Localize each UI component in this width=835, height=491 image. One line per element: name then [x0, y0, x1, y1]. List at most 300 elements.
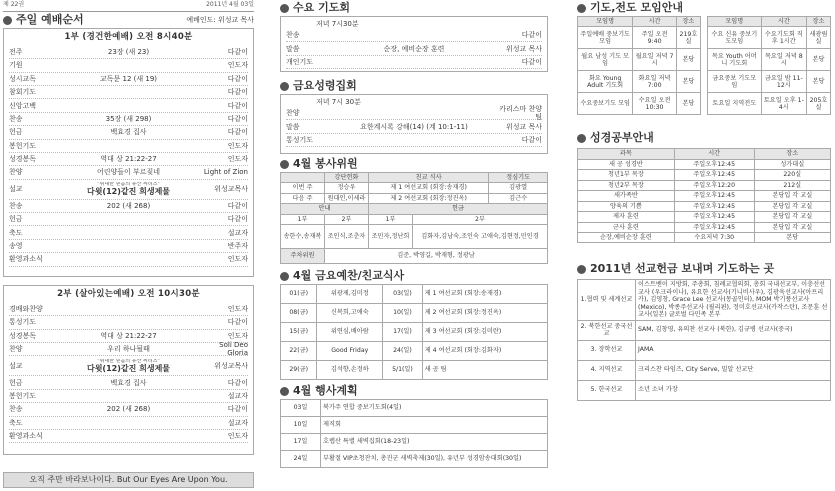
program-item: 설교	[9, 361, 23, 370]
th-usher: 안내	[281, 204, 369, 214]
program-item: 찬송	[286, 31, 300, 40]
table-row	[578, 27, 701, 49]
table-cell: 수요기도회 직후 1시간	[761, 27, 806, 49]
program-detail: 202 (새 268)	[106, 201, 151, 210]
program-leader: 다같이	[227, 318, 248, 327]
table-row	[708, 49, 831, 71]
program-row	[9, 180, 248, 200]
cell: 1부	[369, 214, 413, 224]
program-item: 기원	[9, 61, 23, 70]
program-item: 찬송	[9, 201, 23, 210]
table-cell: 제자 훈련	[578, 212, 675, 222]
table-cell: 본당	[754, 232, 830, 242]
table-cell: 군사 훈련	[578, 222, 675, 232]
table-cell: 청년1부 목장	[578, 170, 675, 180]
table-row	[578, 340, 831, 360]
volume-label: 제 22권	[3, 1, 25, 9]
program-leader: 설교자	[227, 228, 248, 237]
bullet-icon	[577, 4, 586, 13]
program-detail: 우리 하나될때	[107, 345, 150, 354]
bullet-icon	[280, 160, 289, 169]
bullet-icon	[280, 387, 289, 396]
program-detail: 23장 (새 23)	[107, 47, 150, 56]
table-row	[578, 170, 831, 180]
program-leader: 위성교목사	[214, 361, 248, 370]
table-cell: 219호실	[676, 27, 700, 49]
program-row	[286, 29, 542, 42]
cell: 주차위원	[281, 249, 325, 264]
program-row	[9, 376, 248, 389]
study-heading	[577, 130, 831, 146]
table-cell: 본당입 각 교실	[754, 212, 830, 222]
program-item: 신앙고백	[9, 101, 37, 110]
sermon-series: "위대한 믿음의 유산 씨리즈"	[97, 358, 160, 364]
table-cell: 크리스찬 타임즈, City Serve, 밀알 선교단	[636, 360, 831, 380]
table-cell: 새 공 성경반	[578, 159, 675, 169]
table-cell: 목요 Youth 어머니 기도회	[708, 49, 762, 71]
table-cell: 순장,예비순장 훈련	[578, 232, 675, 242]
table-cell: 수요저녁 7:30	[674, 232, 754, 242]
program-leader: 카리스마 찬양팀	[499, 105, 542, 122]
table-row	[578, 201, 831, 211]
cell: 제 1 여선교회 (회장:송재경)	[369, 183, 489, 193]
table-cell: 목요일 저녁 8시	[761, 49, 806, 71]
table-row	[578, 232, 831, 242]
table-row	[281, 417, 548, 434]
table-cell: 주일오후12:45	[674, 222, 754, 232]
table-header: 모임명	[708, 17, 762, 27]
table-cell: 청년2부 목장	[578, 180, 675, 190]
program-leader: 인도자	[227, 331, 248, 340]
program-row	[9, 213, 248, 226]
program-leader: 인도자	[227, 61, 248, 70]
table-cell: 5/1(일)	[383, 361, 423, 380]
table-cell: 수요중보기도 모임	[578, 93, 633, 115]
program-row	[9, 253, 248, 266]
events-title: 4월 행사계획	[293, 383, 358, 397]
program-row	[9, 140, 248, 153]
program-row	[286, 120, 542, 133]
table-header-row	[578, 149, 831, 159]
worship-title: 주일 예배순서	[16, 12, 84, 26]
blank-head	[281, 173, 325, 183]
table-cell: JAMA	[636, 340, 831, 360]
program-row	[9, 46, 248, 59]
program-leader: 다같이	[227, 74, 248, 83]
program-detail: 교독문 12 (새 19)	[100, 74, 157, 83]
table-cell: 성가대실	[754, 159, 830, 169]
bullet-icon	[280, 272, 289, 281]
cell: 이번 주	[281, 183, 325, 193]
cell: 2부	[325, 214, 369, 224]
table-cell: 본당	[807, 49, 831, 71]
table-header: 장소	[754, 149, 830, 159]
table-cell: 주일오후12:20	[674, 180, 754, 190]
worship-leader: 예배인도: 위성교 목사	[186, 15, 254, 24]
table-cell: 본당	[807, 71, 831, 93]
table-cell: 제 1 여선교회 (회장:송재경)	[422, 285, 547, 304]
table-row	[578, 212, 831, 222]
program-row	[9, 417, 248, 430]
table-cell: 호렙산 특별 새벽집회(18-23일)	[321, 434, 548, 451]
mission-title: 2011년 선교헌금 보내며 기도하는 곳	[590, 262, 775, 276]
table-cell: 2. 북한선교 중국선교	[578, 320, 636, 340]
program-leader: 다같이	[227, 128, 248, 137]
table-cell: 금요중보 기도모임	[708, 71, 762, 93]
program-leader: 다같이	[521, 31, 542, 40]
table-row	[281, 304, 548, 323]
program-row	[9, 73, 248, 86]
service2-title: 2부 (살아있는예배) 오전 10시30분	[57, 289, 200, 299]
program-row	[286, 134, 542, 147]
cell: 조인식,조춘자	[325, 225, 369, 249]
program-row	[9, 99, 248, 112]
cell: 김준, 박영길, 박재형, 정광남	[325, 249, 548, 264]
events-column	[280, 0, 548, 468]
table-header: 시간	[674, 149, 754, 159]
program-item: 봉헌기도	[9, 391, 37, 400]
program-item: 말씀	[286, 122, 300, 131]
table-cell: 3. 장학선교	[578, 340, 636, 360]
program-leader: 다같이	[227, 114, 248, 123]
program-leader: 다같이	[227, 47, 248, 56]
table-row	[281, 342, 548, 361]
program-detail: 요한계시록 강해(14) (계 10:1-11)	[360, 122, 468, 131]
program-leader: 인도자	[227, 304, 248, 313]
program-detail: 202 (새 268)	[106, 405, 151, 414]
table-cell: 본당	[676, 93, 700, 115]
table-cell: 새가족반	[578, 191, 675, 201]
wed-title: 수요 기도회	[293, 0, 350, 14]
program-detail: 어린양들이 부르짖네	[96, 168, 161, 177]
table-row	[281, 285, 548, 304]
program-row	[9, 356, 248, 376]
friday-meal-title: 4월 금요예찬/친교식사	[293, 268, 405, 282]
table-cell: 화요일 저녁7:00	[633, 71, 677, 93]
service-duty-title: 4월 봉사위원	[293, 156, 358, 170]
table-cell: 4. 지역선교	[578, 360, 636, 380]
program-row	[286, 42, 542, 55]
study-title: 성경공부안내	[590, 131, 654, 145]
service-duty-heading	[280, 156, 548, 172]
table-row	[578, 71, 701, 93]
bullet-icon	[577, 134, 586, 143]
table-cell: 212실	[754, 180, 830, 190]
program-row	[9, 240, 248, 253]
prayer-title: 기도,전도 모임안내	[590, 0, 684, 14]
program-leader: Soli Deo Gloria	[219, 341, 248, 358]
program-leader: 설교자	[227, 418, 248, 427]
table-cell: 08(금)	[281, 304, 317, 323]
table-row	[281, 434, 548, 451]
table-row	[281, 361, 548, 380]
table-row	[578, 320, 831, 340]
bullet-icon	[280, 82, 289, 91]
table-cell: 새광림실	[807, 27, 831, 49]
table-row	[708, 71, 831, 93]
table-row	[578, 191, 831, 201]
prayer-table-left	[577, 16, 701, 115]
wed-heading	[280, 0, 548, 16]
program-row	[286, 107, 542, 120]
program-leader: 위성교목사	[214, 185, 248, 194]
program-row	[9, 166, 248, 179]
program-item: 축도	[9, 418, 23, 427]
table-header: 시간	[761, 17, 806, 27]
page-header	[3, 0, 254, 12]
mission-heading	[577, 261, 831, 277]
table-row	[708, 27, 831, 49]
cell: 원대인,이세라	[325, 193, 369, 203]
program-row	[9, 113, 248, 126]
table-header: 장소	[807, 17, 831, 27]
table-cell: 01(금)	[281, 285, 317, 304]
table-header: 과목	[578, 149, 675, 159]
program-item: 설교	[9, 185, 23, 194]
table-row	[281, 400, 548, 417]
program-item: 성경봉독	[9, 155, 37, 164]
table-cell: 본당	[676, 71, 700, 93]
program-row	[9, 200, 248, 213]
th-offering: 헌금	[369, 204, 548, 214]
program-item: 통성기도	[286, 136, 314, 144]
events-table	[280, 399, 548, 468]
program-item: 찬송	[9, 405, 23, 414]
program-item: 환영과소식	[9, 255, 43, 264]
table-cell: 03(일)	[383, 285, 423, 304]
cell: 2부	[413, 214, 548, 224]
table-row	[578, 180, 831, 190]
prayer-tables	[577, 16, 831, 115]
table-cell: 24(일)	[383, 342, 423, 361]
table-row	[708, 93, 831, 115]
table-row	[578, 380, 831, 400]
program-detail	[57, 182, 200, 196]
service-duty-table	[280, 172, 548, 264]
sermon-series: "위대한 믿음의 유산 씨리즈"	[97, 182, 160, 188]
table-cell: 양육의 기쁨	[578, 201, 675, 211]
table-cell: 17(일)	[383, 323, 423, 342]
program-row	[9, 430, 248, 443]
prayer-heading	[577, 0, 831, 16]
fri-time: 저녁 7시 30분	[316, 98, 361, 106]
table-row	[281, 323, 548, 342]
program-item: 봉헌기도	[9, 141, 37, 150]
footer-banner: 오직 주만 바라보나이다. But Our Eyes Are Upon You.	[3, 472, 254, 488]
prayer-column	[577, 0, 831, 401]
program-leader: Light of Zion	[203, 168, 248, 177]
program-item: 헌금	[9, 378, 23, 387]
program-item: 찬양	[9, 168, 23, 177]
table-cell: 화요 Young Adult 기도회	[578, 71, 633, 93]
program-detail: 백효경 집사	[110, 378, 147, 387]
program-row	[286, 56, 542, 69]
table-cell: 신복희,고애숙	[317, 304, 383, 323]
program-leader: 인도자	[227, 255, 248, 264]
program-row	[9, 126, 248, 139]
cell: 제 2 여선교회 (회장:정진옥)	[369, 193, 489, 203]
table-cell: 월요일 저녁 7시	[633, 49, 677, 71]
table-cell: 새 공 팀	[422, 361, 547, 380]
table-cell: Good Friday	[317, 342, 383, 361]
program-item: 헌금	[9, 128, 23, 137]
program-item: 말씀	[286, 44, 300, 53]
cell: 1부	[281, 214, 325, 224]
program-leader: 다같이	[227, 405, 248, 414]
table-cell: 위연심,배아람	[317, 323, 383, 342]
wed-box	[280, 16, 548, 72]
table-cell: 위광제,김미정	[317, 285, 383, 304]
program-row	[9, 316, 248, 329]
cell: 김근수	[489, 193, 548, 203]
table-cell: 주일예배 중보기도모임	[578, 27, 633, 49]
table-header-row	[578, 17, 701, 27]
table-cell: 북가주 연합 중보기도회(4일)	[321, 400, 548, 417]
table-cell: 주일오후12:45	[674, 159, 754, 169]
events-heading	[280, 383, 548, 399]
friday-meal-table	[280, 284, 548, 380]
table-row	[578, 93, 701, 115]
program-leader: 위성교 목사	[505, 122, 542, 131]
program-item: 환영과소식	[9, 432, 43, 441]
table-cell: 제직회	[321, 417, 548, 434]
table-row	[578, 360, 831, 380]
table-cell: 본당입 각 교실	[754, 191, 830, 201]
program-row	[9, 403, 248, 416]
table-cell: 본당	[676, 49, 700, 71]
wed-time: 저녁 7시30분	[316, 20, 359, 28]
table-cell: 22(금)	[281, 342, 317, 361]
table-header: 시간	[633, 17, 677, 27]
program-item: 전주	[9, 47, 23, 56]
table-cell: 제 3 여선교회 (회장:김미란)	[422, 323, 547, 342]
program-item: 축도	[9, 228, 23, 237]
table-cell: 10일	[281, 417, 321, 434]
cell: 송한수,송재복	[281, 225, 325, 249]
program-detail: 순장, 예비순장 훈련	[383, 44, 445, 53]
program-item: 참회기도	[9, 88, 37, 97]
table-cell: 220실	[754, 170, 830, 180]
program-detail: 역대 상 21:22-27	[100, 331, 157, 340]
program-leader: 반주자	[227, 242, 248, 251]
worship-heading	[3, 12, 254, 28]
program-row	[9, 153, 248, 166]
table-cell: 17일	[281, 434, 321, 451]
table-cell: 1.협력 및 세계선교	[578, 280, 636, 320]
program-leader: 설교자	[227, 391, 248, 400]
study-table	[577, 148, 831, 243]
table-row	[578, 222, 831, 232]
table-cell: 토요일 지역전도	[708, 93, 762, 115]
program-leader: 다같이	[227, 201, 248, 210]
cell: 김광열	[489, 183, 548, 193]
program-row	[9, 59, 248, 72]
program-leader: 다같이	[521, 58, 542, 66]
program-item: 경배와찬양	[9, 304, 43, 313]
bullet-icon	[280, 4, 289, 13]
program-item: 성시교독	[9, 74, 37, 83]
table-row	[578, 280, 831, 320]
program-item: 찬양	[9, 345, 23, 354]
table-row	[281, 451, 548, 468]
th-meal: 친교 식사	[369, 173, 489, 183]
table-cell: 김석향,손정하	[317, 361, 383, 380]
program-leader: 다같이	[227, 101, 248, 110]
table-cell: 소년 소녀 가장	[636, 380, 831, 400]
table-cell: 29(금)	[281, 361, 317, 380]
table-cell: 주일오후12:45	[674, 212, 754, 222]
program-item: 찬양	[286, 109, 300, 118]
program-item: 송영	[9, 242, 23, 251]
program-row	[9, 343, 248, 356]
prayer-table-right	[707, 16, 831, 115]
program-detail: 35장 (새 298)	[105, 114, 152, 123]
table-row	[578, 49, 701, 71]
program-leader: 인도자	[227, 141, 248, 150]
bullet-icon	[3, 16, 12, 25]
table-cell: 이스트벤이 지방회, 주총회, 침례교협의회, 총회 국내선교부, 이충선선교사 (우크라이나), 유요한 선교사(기니비사우), 김광욱선교사(아프리카), 김영창, Grace Lee 선교사(몽골인터), MOM 박기풍선교사 (Mexico), 박종주선교사 (필리핀), 정미호선교사(카작스탄), 조문훈 선교사(일본) 글로벌 다민족 본부	[636, 280, 831, 320]
program-detail: 역대 상 21:22-27	[100, 155, 157, 164]
program-item: 통성기도	[9, 318, 37, 327]
table-cell: 월요 남성 기도 모임	[578, 49, 633, 71]
service2-box	[3, 285, 254, 455]
program-detail: 백효경 집사	[110, 128, 147, 137]
table-cell: 5. 한국선교	[578, 380, 636, 400]
table-header-row	[708, 17, 831, 27]
table-cell: 본당입 각 교실	[754, 201, 830, 211]
th-prayer: 정심기도	[489, 173, 548, 183]
table-cell: 10(일)	[383, 304, 423, 323]
program-leader: 인도자	[227, 432, 248, 441]
fri-title: 금요성령집회	[293, 78, 357, 92]
program-item: 헌금	[9, 215, 23, 224]
friday-meal-heading	[280, 268, 548, 284]
mission-table	[577, 279, 831, 400]
table-cell: 주일오후12:45	[674, 191, 754, 201]
program-row	[9, 390, 248, 403]
table-cell: 205호실	[807, 93, 831, 115]
table-cell: 부활절 VIP초청잔치, 총진군 새벽축제(30일), 유년부 성경암송대회(30일)	[321, 451, 548, 468]
table-cell: 제 2 여선교회 (회장:정진옥)	[422, 304, 547, 323]
table-cell: 24일	[281, 451, 321, 468]
program-item: 찬송	[9, 114, 23, 123]
cell: 김화자,김남숙,조인숙 고애숙,김현정,민인경	[413, 225, 548, 249]
table-cell: 수요 신유 중보기도모임	[708, 27, 762, 49]
table-cell: 본당입 각 교실	[754, 222, 830, 232]
th-flowers: 강단헌화	[325, 173, 369, 183]
program-row	[9, 303, 248, 316]
service1-title: 1부 (경건한예배) 오전 8시40분	[64, 32, 193, 42]
cell: 조민자,정난희	[369, 225, 413, 249]
program-leader: 다같이	[227, 215, 248, 224]
program-row	[9, 226, 248, 239]
table-cell: 수요일 오전 10:30	[633, 93, 677, 115]
program-leader: 다같이	[227, 88, 248, 97]
program-row	[9, 86, 248, 99]
date-label: 2011년 4월 03일	[206, 1, 254, 9]
fri-box	[280, 94, 548, 154]
table-cell: 주일오후12:45	[674, 170, 754, 180]
program-leader: 인도자	[227, 155, 248, 164]
table-cell: 03일	[281, 400, 321, 417]
table-header: 모임명	[578, 17, 633, 27]
table-cell: SAM, 김창영, 유의찬 선교사 (북한), 김규병 선교사(중국)	[636, 320, 831, 340]
program-leader: 다같이	[227, 378, 248, 387]
cell: 정승우	[325, 183, 369, 193]
program-detail	[57, 359, 200, 373]
table-row	[578, 159, 831, 169]
table-header: 장소	[676, 17, 700, 27]
